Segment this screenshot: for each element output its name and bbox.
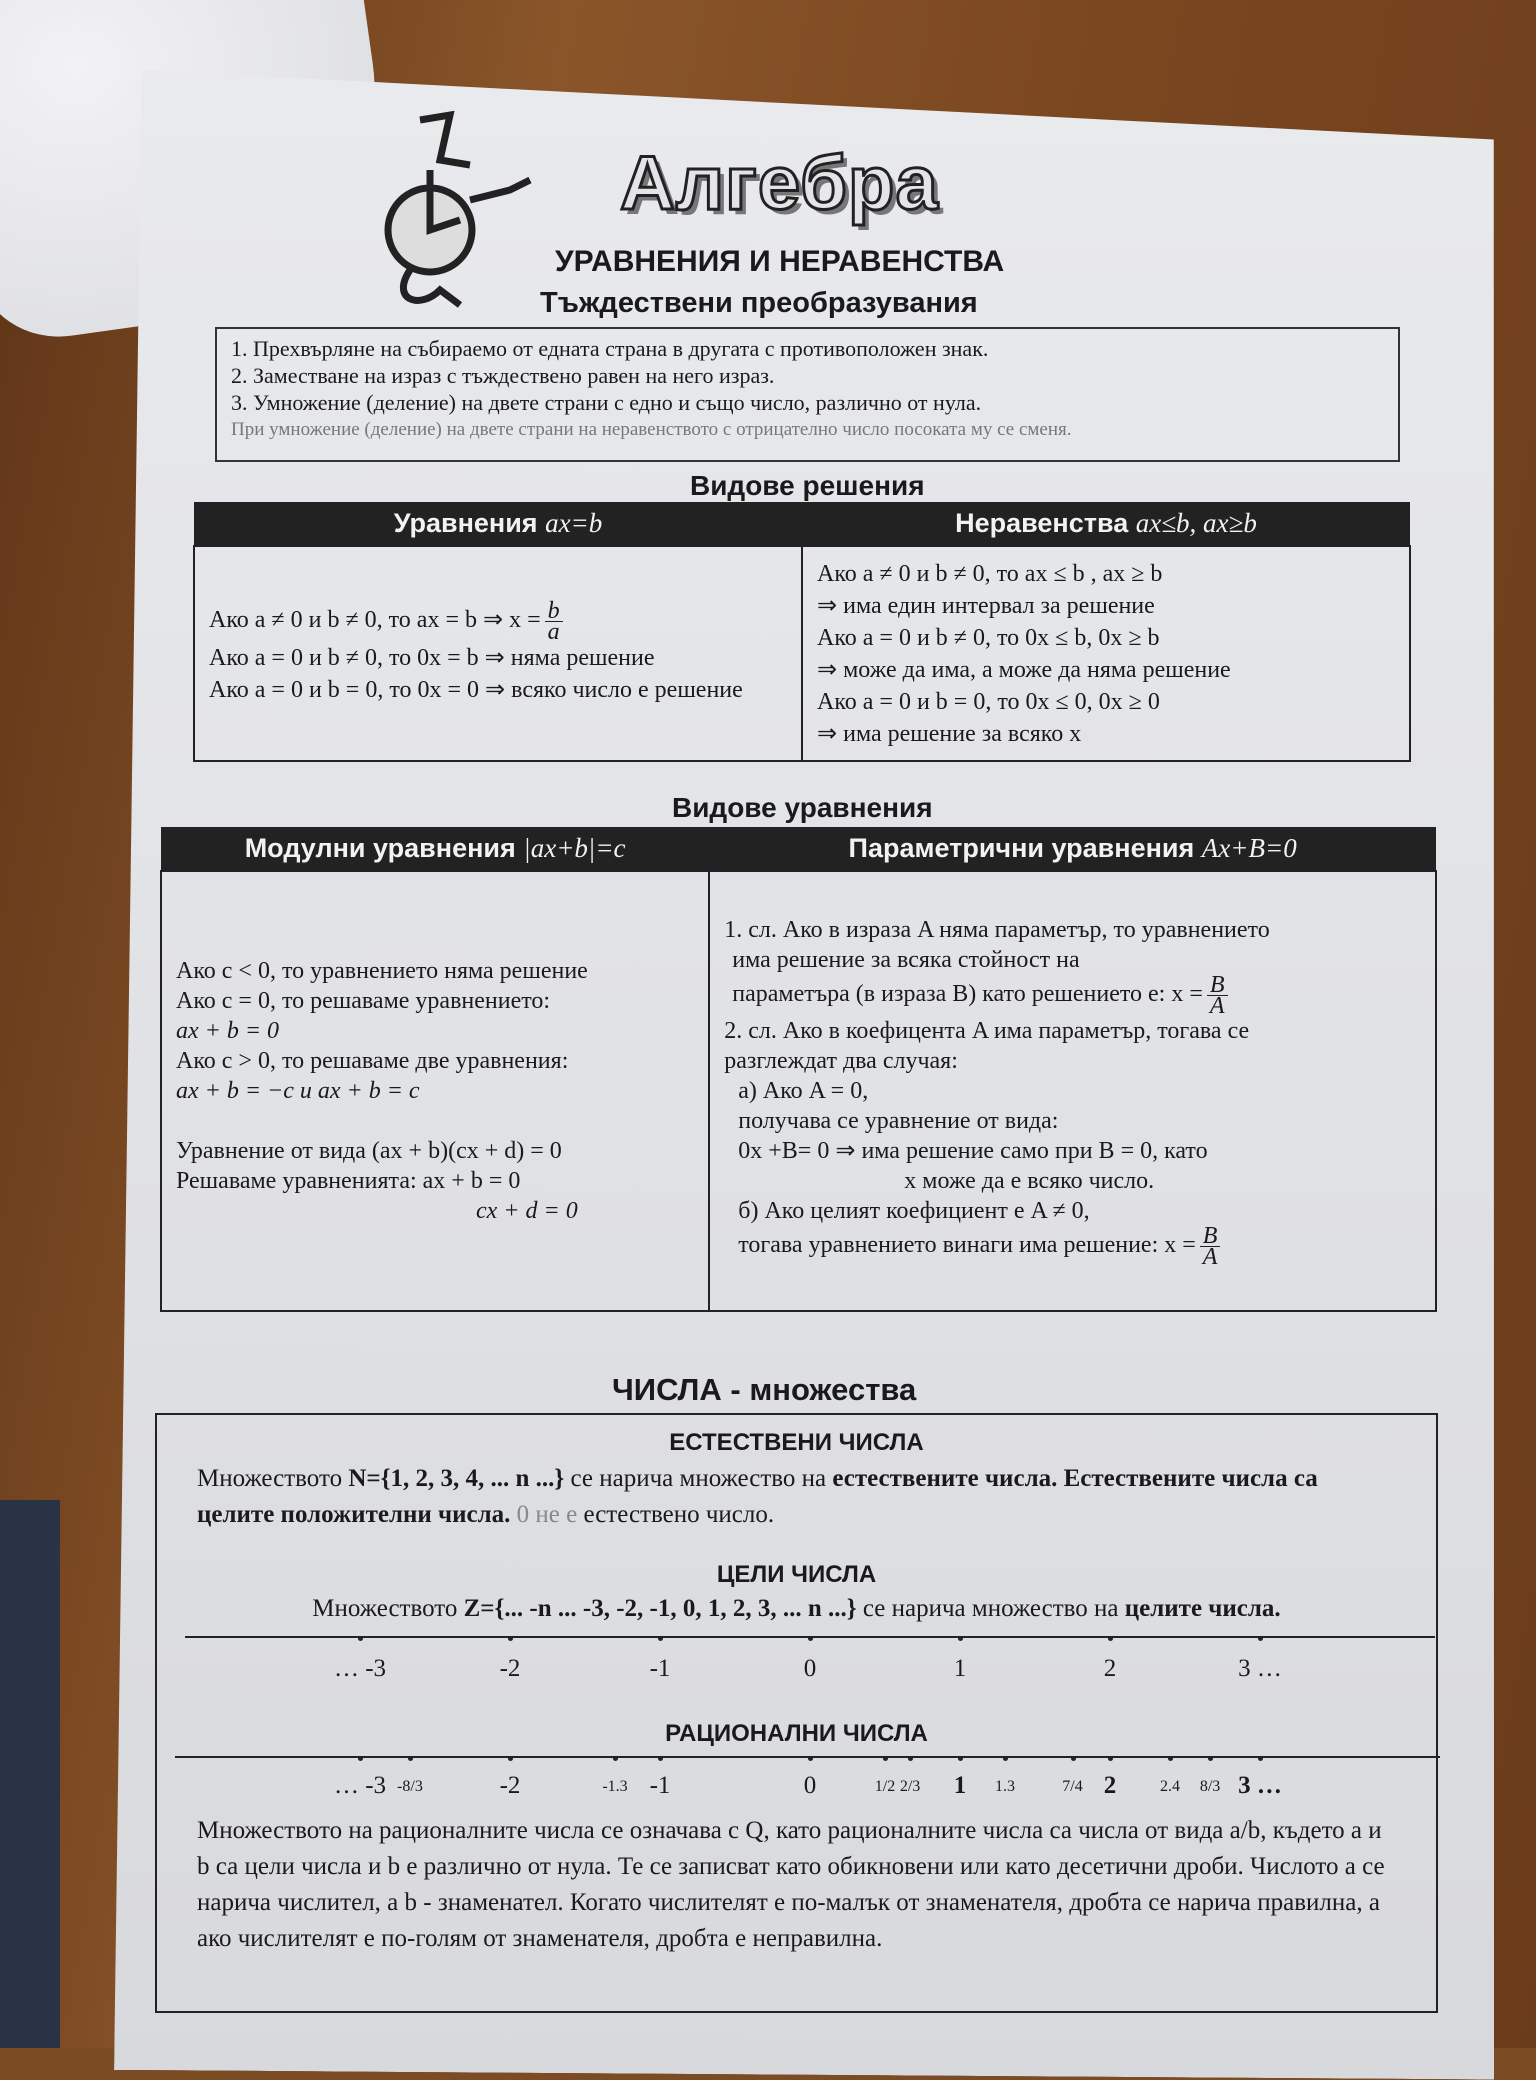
number-line-label: 2/3 bbox=[899, 1778, 921, 1795]
page-subtitle: УРАВНЕНИЯ И НЕРАВЕНСТВА bbox=[555, 245, 1005, 278]
number-line-label: -1 bbox=[649, 1772, 671, 1799]
number-line-label: 2 bbox=[1103, 1655, 1117, 1682]
section-heading-identities: Тъждествени преобразувания bbox=[540, 287, 978, 319]
identity-rules-box bbox=[215, 327, 1400, 462]
fraction-B-over-A: $\frac{B}{A}$ bbox=[1207, 975, 1228, 1016]
number-line-label: -1.3 bbox=[602, 1778, 628, 1795]
number-line-tick bbox=[508, 1636, 513, 1641]
number-line-label: 7/4 bbox=[1062, 1778, 1083, 1795]
rule-note: При умножение (деление) на двете страни на неравенството с отрицателно число посоката му се сменя. bbox=[231, 419, 1072, 440]
number-line-label: -2 bbox=[499, 1655, 521, 1682]
number-line-tick bbox=[1071, 1756, 1076, 1761]
fraction-B-over-A: $\frac{B}{A}$ bbox=[1200, 1226, 1221, 1267]
number-line-label: 3 … bbox=[1238, 1772, 1282, 1799]
rule-item: 3. Умножение (деление) на двете страни с едно и също число, различно от нула. bbox=[231, 390, 982, 415]
section-heading-equation-types: Видове уравнения bbox=[672, 792, 933, 823]
number-line-label: 0 bbox=[803, 1772, 817, 1799]
page-title: Алгебра bbox=[620, 141, 939, 226]
inequalities-header: Неравенства ax≤b, ax≥b bbox=[802, 502, 1410, 546]
number-line-label: 3 … bbox=[1238, 1655, 1282, 1682]
natural-numbers-title: ЕСТЕСТВЕНИ ЧИСЛА bbox=[669, 1429, 924, 1456]
natural-numbers-text: Множеството N={1, 2, 3, 4, ... n ...} се нарича множество на естествените числа. Естествените числа са целите положителни числа. 0 не е естествено число. bbox=[197, 1465, 1318, 1528]
rule-item: 1. Прехвърляне на събираемо от едната страна в другата с противоположен знак. bbox=[231, 336, 989, 361]
number-line-tick bbox=[658, 1636, 663, 1641]
mod-line: Ако c > 0, то решаваме две уравнения: bbox=[176, 1048, 569, 1074]
number-line-tick bbox=[958, 1636, 963, 1641]
number-line-tick bbox=[658, 1756, 663, 1761]
solutions-table bbox=[193, 502, 1411, 762]
number-mascot-illustration bbox=[360, 110, 560, 310]
number-line-label: 2 bbox=[1103, 1772, 1117, 1799]
param-line: има решение за всяка стойност на bbox=[732, 947, 1080, 973]
ineq-line: ⇒ може да има, а може да няма решение bbox=[817, 656, 1231, 683]
parametric-cell bbox=[709, 871, 1436, 1311]
param-line: 0x +B= 0 ⇒ има решение само при B = 0, като bbox=[738, 1138, 1208, 1164]
equation-types-table bbox=[160, 827, 1437, 1312]
number-line-tick bbox=[358, 1636, 363, 1641]
section-heading-numbers: ЧИСЛА - множества bbox=[612, 1372, 917, 1407]
ineq-line: Ако a ≠ 0 и b ≠ 0, то ax ≤ b , ax ≥ b bbox=[817, 560, 1163, 587]
fabric-edge bbox=[0, 1500, 60, 2048]
rational-numbers-title: РАЦИОНАЛНИ ЧИСЛА bbox=[665, 1720, 928, 1747]
section-heading-solutions: Видове решения bbox=[690, 470, 925, 501]
modulus-cell bbox=[161, 871, 709, 1311]
number-line-label: 1/2 bbox=[874, 1778, 896, 1795]
number-line-label: 1.3 bbox=[995, 1778, 1015, 1795]
eq-line: Ако a = 0 и b ≠ 0, то 0x = b ⇒ няма решение bbox=[209, 645, 655, 671]
param-line: тогава уравнението винаги има решение: x = $\frac{B}{A}$ bbox=[724, 1226, 1421, 1267]
number-line-tick bbox=[508, 1756, 513, 1761]
number-line-label: … -3 bbox=[333, 1772, 387, 1799]
ineq-line: ⇒ има един интервал за решение bbox=[817, 592, 1155, 619]
param-line: параметъра (в израза В) като решението е: x = $\frac{B}{A}$ bbox=[724, 975, 1421, 1016]
eq-line: Ако a = 0 и b = 0, то 0x = 0 ⇒ всяко число е решение bbox=[209, 677, 743, 703]
mod-line: Ако c = 0, то решаваме уравнението: bbox=[176, 988, 551, 1014]
number-line-label: -1 bbox=[649, 1655, 671, 1682]
number-line-tick bbox=[1258, 1756, 1263, 1761]
param-line: 1. сл. Ако в израза A няма параметър, то уравнението bbox=[724, 917, 1270, 943]
number-sets-box bbox=[155, 1413, 1438, 2013]
mod-line: cx + d = 0 bbox=[476, 1198, 578, 1224]
mod-line: ax + b = 0 bbox=[176, 1018, 280, 1044]
modulus-equations-header: Модулни уравнения |ax+b|=c bbox=[161, 827, 709, 871]
number-line-tick bbox=[1108, 1756, 1113, 1761]
number-line-label: 2.4 bbox=[1160, 1778, 1180, 1795]
ineq-line: Ако a = 0 и b = 0, то 0x ≤ 0, 0x ≥ 0 bbox=[817, 688, 1160, 715]
integer-numbers-title: ЦЕЛИ ЧИСЛА bbox=[716, 1561, 877, 1588]
number-line-label: 0 bbox=[803, 1655, 817, 1682]
fraction-b-over-a: $\frac{b}{a}$ bbox=[545, 601, 563, 642]
number-line-label: -2 bbox=[499, 1772, 521, 1799]
param-line: а) Ако A = 0, bbox=[738, 1078, 869, 1104]
number-line-tick bbox=[1003, 1756, 1008, 1761]
number-line-label: 1 bbox=[953, 1772, 967, 1799]
number-line-tick bbox=[808, 1756, 813, 1761]
ineq-line: Ако a = 0 и b ≠ 0, то 0x ≤ b, 0x ≥ b bbox=[817, 624, 1160, 651]
param-line: 2. сл. Ако в коефицента A има параметър, тогава се bbox=[724, 1018, 1250, 1044]
number-line-label: 1 bbox=[953, 1655, 967, 1682]
ineq-line: ⇒ има решение за всяко x bbox=[817, 720, 1082, 747]
rule-item: 2. Заместване на израз с тъждествено равен на него израз. bbox=[231, 363, 775, 388]
number-line-label: … -3 bbox=[333, 1655, 387, 1682]
number-line-label: 8/3 bbox=[1199, 1778, 1221, 1795]
mod-line: Ако c < 0, то уравнението няма решение bbox=[176, 958, 588, 984]
number-line-tick bbox=[883, 1756, 888, 1761]
mod-line: Уравнение от вида (ax + b)(cx + d) = 0 bbox=[176, 1138, 562, 1164]
number-line-tick bbox=[1258, 1636, 1263, 1641]
number-line-tick bbox=[613, 1756, 618, 1761]
parametric-equations-header: Параметрични уравнения Ax+B=0 bbox=[709, 827, 1436, 871]
param-line: x може да е всяко число. bbox=[904, 1168, 1155, 1194]
integer-numbers-text: Множеството Z={... -n ... -3, -2, -1, 0, 1, 2, 3, ... n ...} се нарича множество на целите числа. bbox=[312, 1595, 1281, 1622]
number-line-tick bbox=[808, 1636, 813, 1641]
inequalities-cell bbox=[802, 546, 1410, 761]
eq-line: Ако a ≠ 0 и b ≠ 0, то ax = b ⇒ x = $\frac{b}{a}$ bbox=[209, 601, 787, 642]
param-line: разглеждат два случая: bbox=[724, 1048, 958, 1074]
mod-line: ax + b = −c и ax + b = c bbox=[176, 1078, 420, 1104]
param-line: б) Ако целият коефициент е A ≠ 0, bbox=[738, 1198, 1090, 1224]
rational-numbers-text: Множеството на рационалните числа се означава с Q, като рационалните числа са числа от вида a/b, където a и b са цели числа и b е различно от нула. Те се записват като обикновени или като десетични дроби. Числото a се нарича числител, а b - знаменател. Когато числителят е по-малък от знаменателя, дробта се нарича правилна, а ако числителят е по-голям от знаменателя, дробта е неправилна. bbox=[197, 1817, 1385, 1952]
number-line-tick bbox=[358, 1756, 363, 1761]
number-line-tick bbox=[958, 1756, 963, 1761]
equations-cell bbox=[194, 546, 802, 761]
number-line-tick bbox=[408, 1756, 413, 1761]
param-line: получава се уравнение от вида: bbox=[738, 1108, 1059, 1134]
number-line-tick bbox=[1168, 1756, 1173, 1761]
number-line-tick bbox=[1108, 1636, 1113, 1641]
equations-header: Уравнения ax=b bbox=[194, 502, 802, 546]
number-line-label: -8/3 bbox=[397, 1778, 423, 1795]
mod-line: Решаваме уравненията: ax + b = 0 bbox=[176, 1168, 521, 1194]
